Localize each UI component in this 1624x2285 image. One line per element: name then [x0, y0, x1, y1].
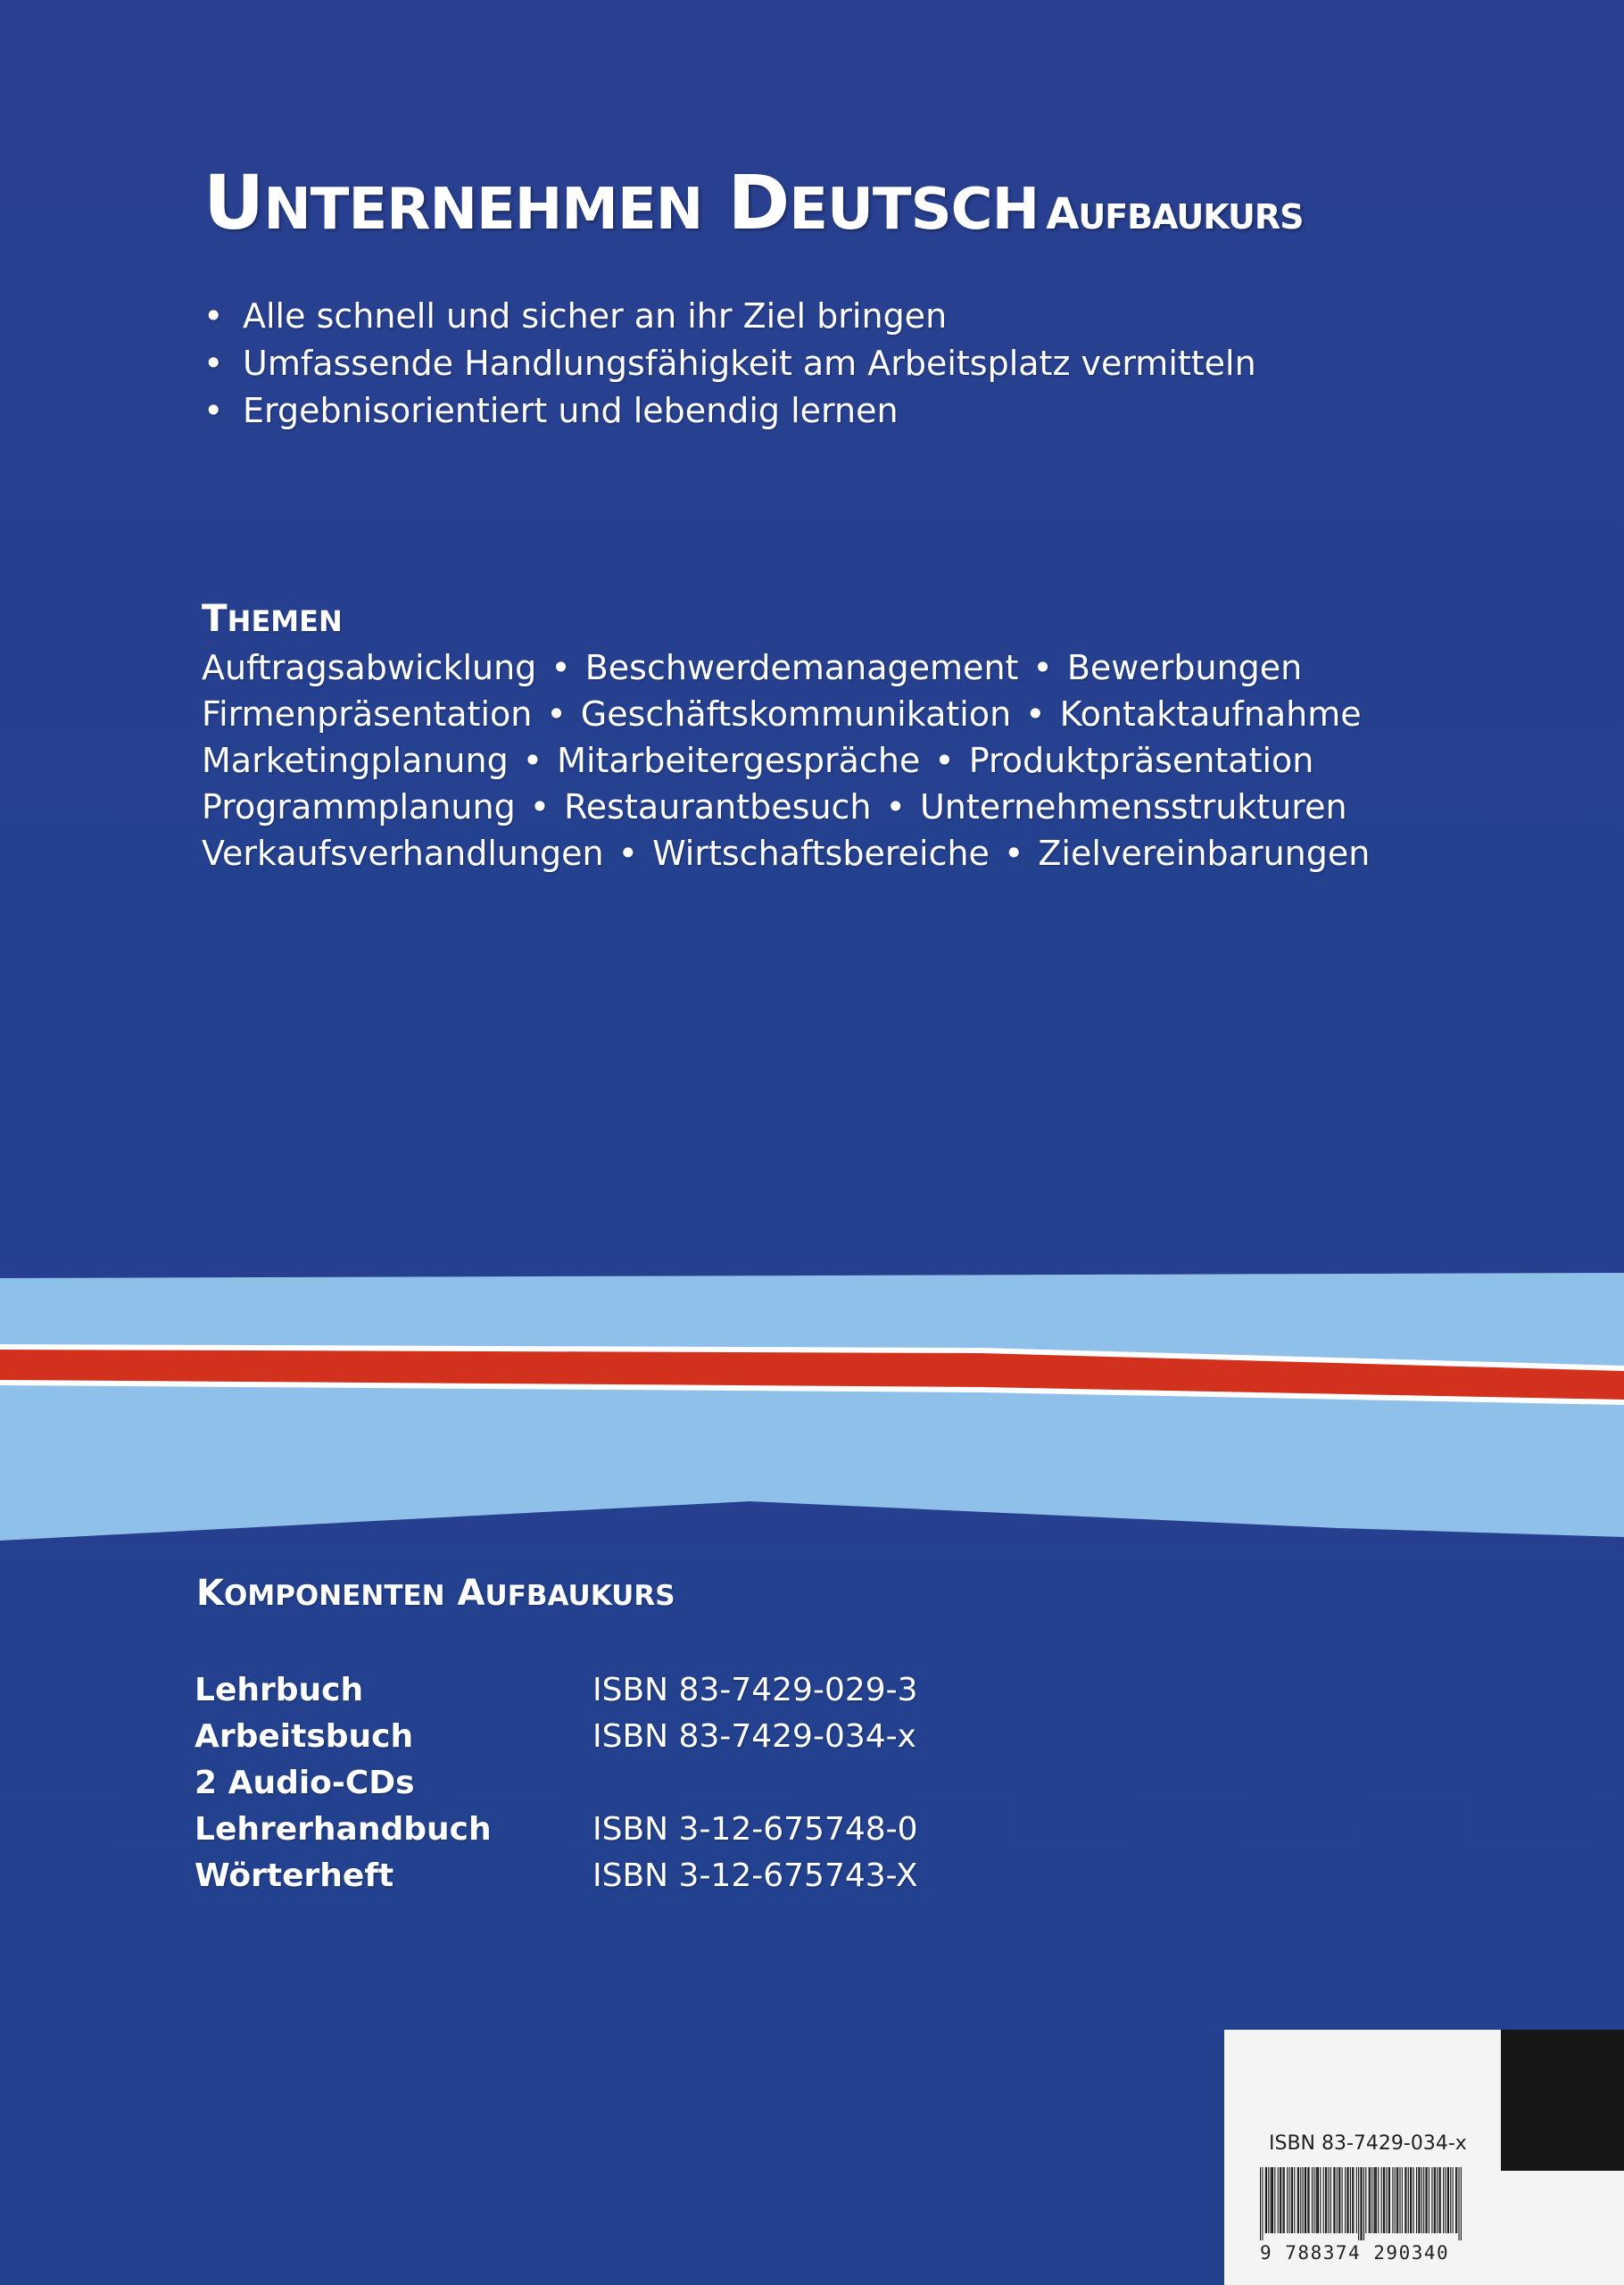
barcode-bar: [1345, 2167, 1346, 2233]
component-name: 2 Audio-CDs: [195, 1765, 415, 1801]
barcode-bar: [1439, 2167, 1440, 2233]
topic: Marketingplanung: [202, 741, 509, 780]
component-isbn: ISBN 3-12-675743-X: [592, 1857, 918, 1894]
themen-row: [202, 830, 1370, 877]
themen-row: [202, 784, 1370, 830]
barcode-bar: [1405, 2167, 1406, 2233]
bullet-separator: •: [1032, 648, 1053, 687]
component-isbn: ISBN 83-7429-029-3: [592, 1672, 918, 1708]
bullet-separator: •: [617, 834, 639, 873]
barcode-bar: [1300, 2167, 1301, 2233]
topic: Auftragsabwicklung: [202, 648, 537, 687]
barcode-bar: [1262, 2167, 1263, 2240]
barcode-bar: [1375, 2167, 1376, 2233]
barcode-bar: [1410, 2167, 1411, 2233]
barcode-bar: [1287, 2167, 1288, 2233]
komponenten-row: [195, 1807, 918, 1853]
bullet-separator: •: [529, 787, 551, 827]
komponenten-row: [195, 1667, 918, 1714]
barcode-bar: [1399, 2167, 1400, 2233]
barcode-bar: [1307, 2167, 1308, 2233]
barcode-bar: [1437, 2167, 1438, 2233]
themen-heading-initial: T: [202, 596, 228, 640]
barcode-bar: [1333, 2167, 1334, 2233]
barcode-bar: [1330, 2167, 1331, 2233]
feature-list: [203, 293, 1256, 435]
barcode-bar: [1274, 2167, 1275, 2233]
barcode-digits: 9 788374 290340: [1260, 2242, 1450, 2264]
barcode-bar: [1303, 2167, 1304, 2233]
komponenten-row: [195, 1760, 918, 1807]
barcode-bar: [1312, 2167, 1313, 2233]
barcode-bar: [1316, 2167, 1317, 2233]
komponenten-list: [195, 1667, 918, 1899]
barcode-bar: [1413, 2167, 1414, 2233]
component-isbn: ISBN 3-12-675748-0: [592, 1811, 918, 1848]
barcode-bar: [1283, 2167, 1284, 2233]
component-name: Lehrerhandbuch: [195, 1811, 492, 1848]
barcode-bar: [1396, 2167, 1397, 2233]
barcode-bar: [1427, 2167, 1428, 2233]
barcode-bar: [1386, 2167, 1387, 2233]
barcode-bar: [1284, 2167, 1285, 2233]
barcode-bar: [1388, 2167, 1389, 2233]
topic: Beschwerdemanagement: [584, 648, 1019, 687]
barcode-bar: [1272, 2167, 1273, 2233]
title-initial-u: U: [203, 159, 264, 246]
barcode-bar: [1326, 2167, 1327, 2233]
title-initial-d: D: [727, 159, 790, 246]
bullet-separator: •: [546, 694, 567, 734]
black-corner-block: [1501, 2030, 1624, 2171]
barcode-bar: [1328, 2167, 1329, 2233]
barcode-bar: [1363, 2167, 1364, 2240]
barcode-bar: [1461, 2167, 1462, 2240]
barcode-bar: [1395, 2167, 1396, 2233]
bullet-separator: •: [551, 648, 571, 687]
feature-item: • Umfassende Handlungsfähigkeit am Arbeitsplatz vermitteln: [203, 340, 1256, 387]
themen-list: [202, 644, 1370, 877]
barcode-bar: [1392, 2167, 1393, 2233]
barcode-bar: [1337, 2167, 1338, 2233]
barcode-bar: [1440, 2167, 1441, 2233]
aufbaukurs-initial-a: A: [457, 1573, 485, 1614]
bullet-separator: •: [522, 741, 543, 780]
barcode-image: [1260, 2167, 1462, 2240]
barcode-bar: [1298, 2167, 1299, 2233]
barcode-bar: [1308, 2167, 1309, 2233]
barcode-bar: [1271, 2167, 1272, 2233]
topic: Wirtschaftsbereiche: [652, 834, 990, 873]
barcode-bar: [1278, 2167, 1279, 2233]
barcode-bar: [1265, 2167, 1266, 2233]
barcode-bar: [1402, 2167, 1403, 2233]
topic: Produktpräsentation: [968, 741, 1314, 780]
barcode-bar: [1421, 2167, 1422, 2233]
barcode-bar: [1356, 2167, 1357, 2233]
barcode-bar: [1305, 2167, 1306, 2233]
barcode-bar: [1376, 2167, 1377, 2233]
barcode-bar: [1411, 2167, 1412, 2233]
barcode-bar: [1450, 2167, 1451, 2233]
barcode-bar: [1268, 2167, 1269, 2233]
barcode-bar: [1389, 2167, 1390, 2233]
barcode-bar: [1313, 2167, 1314, 2233]
component-name: Arbeitsbuch: [195, 1718, 414, 1755]
title-subtitle: [1046, 189, 1303, 239]
topic: Restaurantbesuch: [564, 787, 872, 827]
barcode-bar: [1369, 2167, 1370, 2233]
barcode-bar: [1320, 2167, 1321, 2233]
title-rest-deutsch: EUTSCH: [789, 177, 1040, 243]
barcode-bar: [1408, 2167, 1409, 2233]
barcode-bar: [1370, 2167, 1371, 2233]
barcode-bar: [1362, 2167, 1363, 2240]
barcode-bar: [1397, 2167, 1398, 2233]
barcode-bar: [1294, 2167, 1295, 2233]
barcode-bar: [1297, 2167, 1298, 2233]
barcode-bar: [1384, 2167, 1385, 2233]
barcode-bar: [1418, 2167, 1419, 2233]
barcode-bar: [1383, 2167, 1384, 2233]
bullet-separator: •: [934, 741, 955, 780]
aufbaukurs-rest: UFBAUKURS: [485, 1580, 675, 1612]
topic: Zielvereinbarungen: [1038, 834, 1371, 873]
feature-item: • Ergebnisorientiert und lebendig lernen: [203, 387, 1256, 435]
barcode-bar: [1266, 2167, 1267, 2233]
barcode-bar: [1353, 2167, 1354, 2233]
barcode-bar: [1325, 2167, 1326, 2233]
barcode-bar: [1371, 2167, 1372, 2233]
barcode-bar: [1404, 2167, 1405, 2233]
barcode-bar: [1453, 2167, 1454, 2233]
bullet-separator: •: [1003, 834, 1024, 873]
component-name: Lehrbuch: [195, 1672, 364, 1708]
bullet-separator: •: [885, 787, 906, 827]
barcode-bar: [1334, 2167, 1335, 2233]
themen-row: [202, 737, 1370, 784]
barcode-bar: [1260, 2167, 1261, 2240]
barcode-bar: [1381, 2167, 1382, 2233]
barcode-bar: [1338, 2167, 1339, 2233]
component-isbn: ISBN 83-7429-034-x: [592, 1718, 916, 1755]
themen-row: [202, 691, 1370, 737]
feature-item: • Alle schnell und sicher an ihr Ziel bringen: [203, 293, 1256, 340]
komponenten-row: [195, 1714, 918, 1760]
topic: Geschäftskommunikation: [580, 694, 1012, 734]
themen-heading: [202, 596, 343, 640]
topic: Unternehmensstrukturen: [919, 787, 1347, 827]
barcode-bar: [1419, 2167, 1420, 2233]
barcode-bar: [1288, 2167, 1289, 2233]
barcode-bar: [1365, 2167, 1366, 2233]
barcode-bar: [1431, 2167, 1432, 2233]
barcode-bar: [1447, 2167, 1448, 2233]
subtitle-rest: UFBAUKURS: [1078, 197, 1304, 237]
themen-row: [202, 644, 1370, 691]
barcode-bar: [1434, 2167, 1435, 2233]
barcode-bar: [1445, 2167, 1446, 2233]
barcode-bar: [1350, 2167, 1351, 2233]
barcode-bar: [1323, 2167, 1324, 2233]
barcode-bar: [1318, 2167, 1319, 2233]
komponenten-row: [195, 1853, 918, 1899]
book-title: [203, 159, 1304, 246]
barcode-bar: [1280, 2167, 1281, 2233]
barcode-isbn-text: ISBN 83-7429-034-x: [1269, 2132, 1467, 2155]
barcode-bar: [1423, 2167, 1424, 2233]
topic: Verkaufsverhandlungen: [202, 834, 604, 873]
topic: Bewerbungen: [1066, 648, 1303, 687]
komponenten-rest: OMPONENTEN: [224, 1580, 445, 1612]
subtitle-initial: A: [1046, 189, 1079, 239]
topic: Mitarbeitergespräche: [557, 741, 921, 780]
barcode-bar: [1459, 2167, 1460, 2240]
komponenten-initial-k: K: [196, 1573, 224, 1614]
topic: Kontaktaufnahme: [1059, 694, 1362, 734]
decorative-stripes: [0, 1259, 1624, 1544]
barcode-bar: [1435, 2167, 1436, 2233]
themen-heading-rest: HEMEN: [227, 604, 343, 638]
barcode-bar: [1352, 2167, 1353, 2233]
stripe-light-blue: [0, 1273, 1624, 1541]
barcode-bar: [1443, 2167, 1444, 2233]
barcode-bar: [1425, 2167, 1426, 2233]
barcode-bar: [1346, 2167, 1347, 2233]
komponenten-heading: [196, 1573, 675, 1614]
barcode-bar: [1317, 2167, 1318, 2233]
barcode-bar: [1378, 2167, 1379, 2233]
barcode-bar: [1416, 2167, 1417, 2233]
title-rest-unternehmen: NTERNEHMEN: [263, 177, 703, 243]
barcode-bar: [1448, 2167, 1449, 2233]
barcode-bar: [1455, 2167, 1456, 2233]
barcode-bar: [1456, 2167, 1457, 2233]
topic: Programmplanung: [202, 787, 516, 827]
barcode-bar: [1342, 2167, 1343, 2233]
barcode-bar: [1358, 2167, 1359, 2240]
barcode-bar: [1292, 2167, 1293, 2233]
barcode-bar: [1360, 2167, 1361, 2240]
component-name: Wörterheft: [195, 1857, 394, 1894]
barcode-bar: [1373, 2167, 1374, 2233]
barcode-bar: [1291, 2167, 1292, 2233]
barcode-bar: [1339, 2167, 1340, 2233]
barcode-bar: [1348, 2167, 1349, 2233]
bullet-separator: •: [1025, 694, 1046, 734]
topic: Firmenpräsentation: [202, 694, 533, 734]
